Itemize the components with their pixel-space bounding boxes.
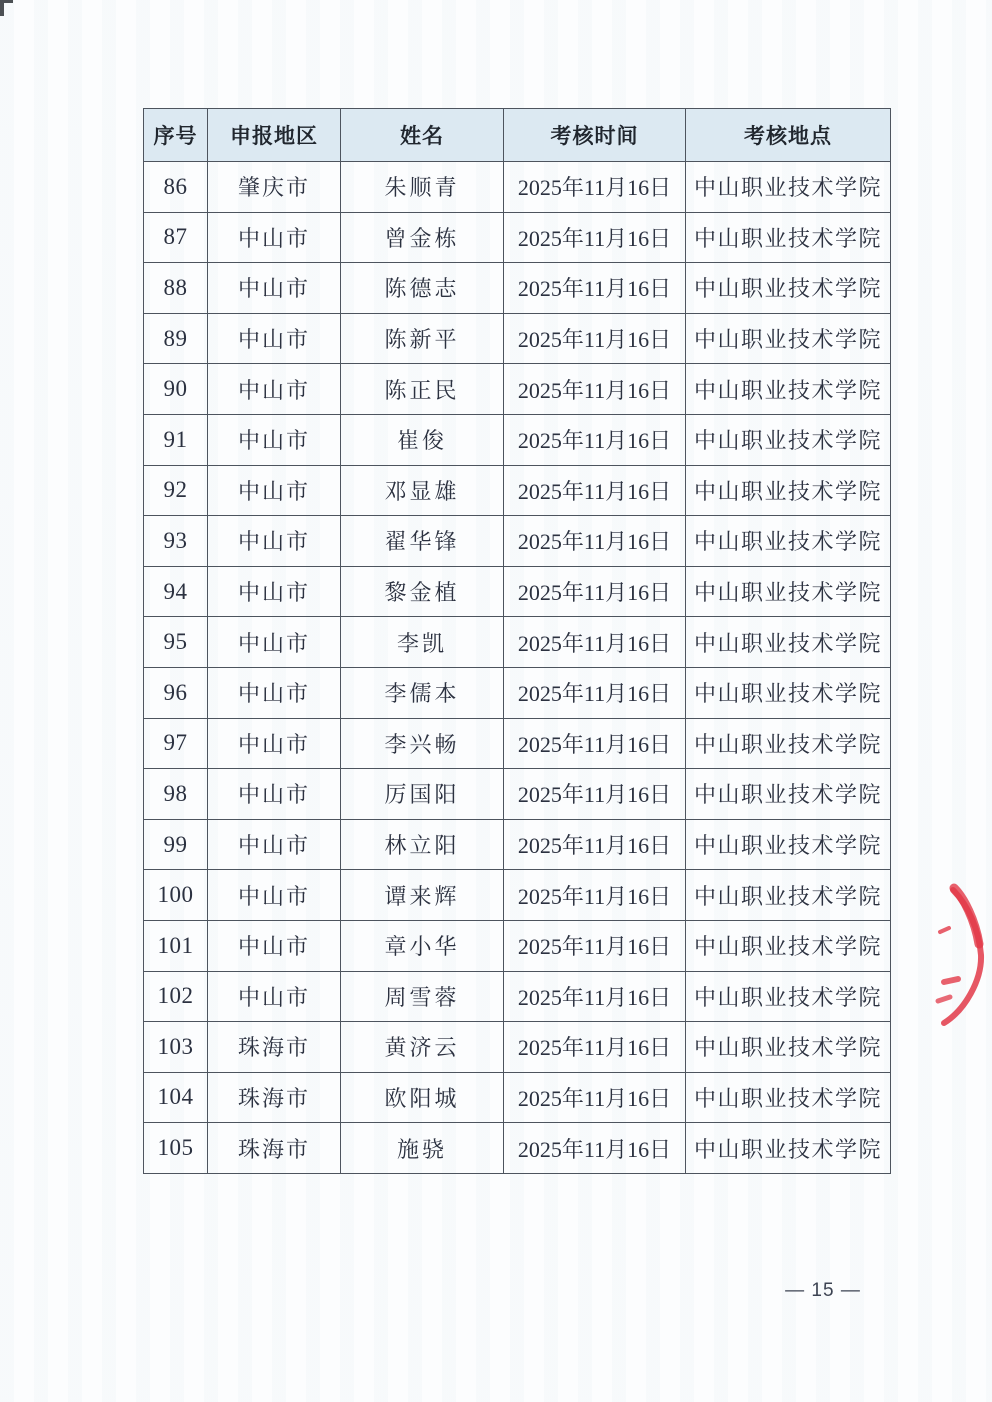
cell-申报地区: 中山市 — [208, 364, 341, 415]
cell-序号: 89 — [144, 313, 208, 364]
cell-序号: 100 — [144, 870, 208, 921]
cell-申报地区: 中山市 — [208, 313, 341, 364]
cell-考核地点: 中山职业技术学院 — [686, 920, 891, 971]
table-row — [144, 212, 891, 263]
cell-序号: 87 — [144, 212, 208, 263]
cell-序号: 98 — [144, 769, 208, 820]
table-row — [144, 920, 891, 971]
cell-姓名: 周雪蓉 — [341, 971, 504, 1022]
cell-序号: 90 — [144, 364, 208, 415]
table-row — [144, 667, 891, 718]
cell-考核时间: 2025年11月16日 — [504, 920, 686, 971]
cell-考核地点: 中山职业技术学院 — [686, 617, 891, 668]
cell-申报地区: 肇庆市 — [208, 162, 341, 213]
cell-考核时间: 2025年11月16日 — [504, 617, 686, 668]
table-row — [144, 718, 891, 769]
cell-申报地区: 中山市 — [208, 819, 341, 870]
cell-申报地区: 中山市 — [208, 516, 341, 567]
cell-考核时间: 2025年11月16日 — [504, 313, 686, 364]
cell-考核时间: 2025年11月16日 — [504, 212, 686, 263]
cell-申报地区: 中山市 — [208, 769, 341, 820]
table-row — [144, 516, 891, 567]
column-header-2: 申报地区 — [208, 109, 341, 162]
cell-考核时间: 2025年11月16日 — [504, 263, 686, 314]
cell-考核时间: 2025年11月16日 — [504, 819, 686, 870]
cell-考核时间: 2025年11月16日 — [504, 414, 686, 465]
cell-序号: 91 — [144, 414, 208, 465]
table-header — [144, 109, 891, 162]
cell-考核时间: 2025年11月16日 — [504, 971, 686, 1022]
cell-姓名: 曾金栋 — [341, 212, 504, 263]
cell-考核时间: 2025年11月16日 — [504, 364, 686, 415]
cell-序号: 105 — [144, 1123, 208, 1174]
cell-序号: 104 — [144, 1072, 208, 1123]
cell-考核地点: 中山职业技术学院 — [686, 870, 891, 921]
page-number: — 15 — — [785, 1280, 861, 1301]
cell-申报地区: 珠海市 — [208, 1072, 341, 1123]
column-header-1: 序号 — [144, 109, 208, 162]
table-row — [144, 414, 891, 465]
cell-申报地区: 中山市 — [208, 667, 341, 718]
cell-考核地点: 中山职业技术学院 — [686, 1072, 891, 1123]
table-row — [144, 769, 891, 820]
table-row — [144, 263, 891, 314]
table-row — [144, 971, 891, 1022]
cell-序号: 86 — [144, 162, 208, 213]
red-seal-edge — [920, 860, 992, 1040]
cell-考核时间: 2025年11月16日 — [504, 769, 686, 820]
cell-考核地点: 中山职业技术学院 — [686, 718, 891, 769]
cell-申报地区: 珠海市 — [208, 1123, 341, 1174]
cell-序号: 101 — [144, 920, 208, 971]
cell-考核地点: 中山职业技术学院 — [686, 414, 891, 465]
cell-姓名: 李兴畅 — [341, 718, 504, 769]
cell-序号: 93 — [144, 516, 208, 567]
cell-考核时间: 2025年11月16日 — [504, 162, 686, 213]
cell-申报地区: 中山市 — [208, 718, 341, 769]
cell-序号: 103 — [144, 1022, 208, 1073]
cell-申报地区: 中山市 — [208, 465, 341, 516]
cell-考核地点: 中山职业技术学院 — [686, 465, 891, 516]
cell-申报地区: 中山市 — [208, 566, 341, 617]
cell-考核时间: 2025年11月16日 — [504, 1072, 686, 1123]
cell-考核时间: 2025年11月16日 — [504, 516, 686, 567]
assessment-roster-table — [143, 108, 891, 1174]
cell-考核地点: 中山职业技术学院 — [686, 819, 891, 870]
cell-申报地区: 中山市 — [208, 971, 341, 1022]
cell-考核地点: 中山职业技术学院 — [686, 971, 891, 1022]
table-row — [144, 465, 891, 516]
table-row — [144, 1072, 891, 1123]
cell-序号: 96 — [144, 667, 208, 718]
cell-考核地点: 中山职业技术学院 — [686, 516, 891, 567]
table-row — [144, 566, 891, 617]
cell-姓名: 李儒本 — [341, 667, 504, 718]
cell-申报地区: 中山市 — [208, 212, 341, 263]
cell-姓名: 陈新平 — [341, 313, 504, 364]
cell-序号: 92 — [144, 465, 208, 516]
header-row — [144, 109, 891, 162]
cell-序号: 95 — [144, 617, 208, 668]
cell-考核地点: 中山职业技术学院 — [686, 566, 891, 617]
cell-序号: 102 — [144, 971, 208, 1022]
cell-申报地区: 中山市 — [208, 414, 341, 465]
cell-考核地点: 中山职业技术学院 — [686, 263, 891, 314]
table-row — [144, 1022, 891, 1073]
table-row — [144, 162, 891, 213]
table-body — [144, 162, 891, 1174]
table-row — [144, 819, 891, 870]
cell-考核时间: 2025年11月16日 — [504, 667, 686, 718]
cell-考核时间: 2025年11月16日 — [504, 870, 686, 921]
table-row — [144, 870, 891, 921]
cell-姓名: 黄济云 — [341, 1022, 504, 1073]
cell-姓名: 翟华锋 — [341, 516, 504, 567]
cell-姓名: 谭来辉 — [341, 870, 504, 921]
cell-序号: 94 — [144, 566, 208, 617]
cell-序号: 97 — [144, 718, 208, 769]
cell-姓名: 李凯 — [341, 617, 504, 668]
cell-考核时间: 2025年11月16日 — [504, 465, 686, 516]
cell-考核地点: 中山职业技术学院 — [686, 769, 891, 820]
cell-考核时间: 2025年11月16日 — [504, 566, 686, 617]
cell-姓名: 章小华 — [341, 920, 504, 971]
cell-申报地区: 珠海市 — [208, 1022, 341, 1073]
cell-考核时间: 2025年11月16日 — [504, 1123, 686, 1174]
cell-考核地点: 中山职业技术学院 — [686, 162, 891, 213]
cell-考核地点: 中山职业技术学院 — [686, 313, 891, 364]
cell-姓名: 崔俊 — [341, 414, 504, 465]
cell-考核地点: 中山职业技术学院 — [686, 1123, 891, 1174]
cell-姓名: 陈正民 — [341, 364, 504, 415]
table-row — [144, 1123, 891, 1174]
table-row — [144, 364, 891, 415]
table-row — [144, 313, 891, 364]
scan-corner-artifact — [0, 0, 13, 16]
cell-姓名: 施骁 — [341, 1123, 504, 1174]
cell-序号: 88 — [144, 263, 208, 314]
cell-考核时间: 2025年11月16日 — [504, 1022, 686, 1073]
cell-姓名: 林立阳 — [341, 819, 504, 870]
column-header-4: 考核时间 — [504, 109, 686, 162]
column-header-3: 姓名 — [341, 109, 504, 162]
cell-姓名: 黎金植 — [341, 566, 504, 617]
table-row — [144, 617, 891, 668]
cell-姓名: 朱顺青 — [341, 162, 504, 213]
cell-考核地点: 中山职业技术学院 — [686, 1022, 891, 1073]
cell-申报地区: 中山市 — [208, 920, 341, 971]
cell-姓名: 厉国阳 — [341, 769, 504, 820]
cell-申报地区: 中山市 — [208, 870, 341, 921]
cell-序号: 99 — [144, 819, 208, 870]
column-header-5: 考核地点 — [686, 109, 891, 162]
cell-考核地点: 中山职业技术学院 — [686, 667, 891, 718]
cell-申报地区: 中山市 — [208, 617, 341, 668]
cell-姓名: 邓显雄 — [341, 465, 504, 516]
cell-考核时间: 2025年11月16日 — [504, 718, 686, 769]
cell-申报地区: 中山市 — [208, 263, 341, 314]
cell-考核地点: 中山职业技术学院 — [686, 212, 891, 263]
cell-考核地点: 中山职业技术学院 — [686, 364, 891, 415]
cell-姓名: 陈德志 — [341, 263, 504, 314]
cell-姓名: 欧阳城 — [341, 1072, 504, 1123]
